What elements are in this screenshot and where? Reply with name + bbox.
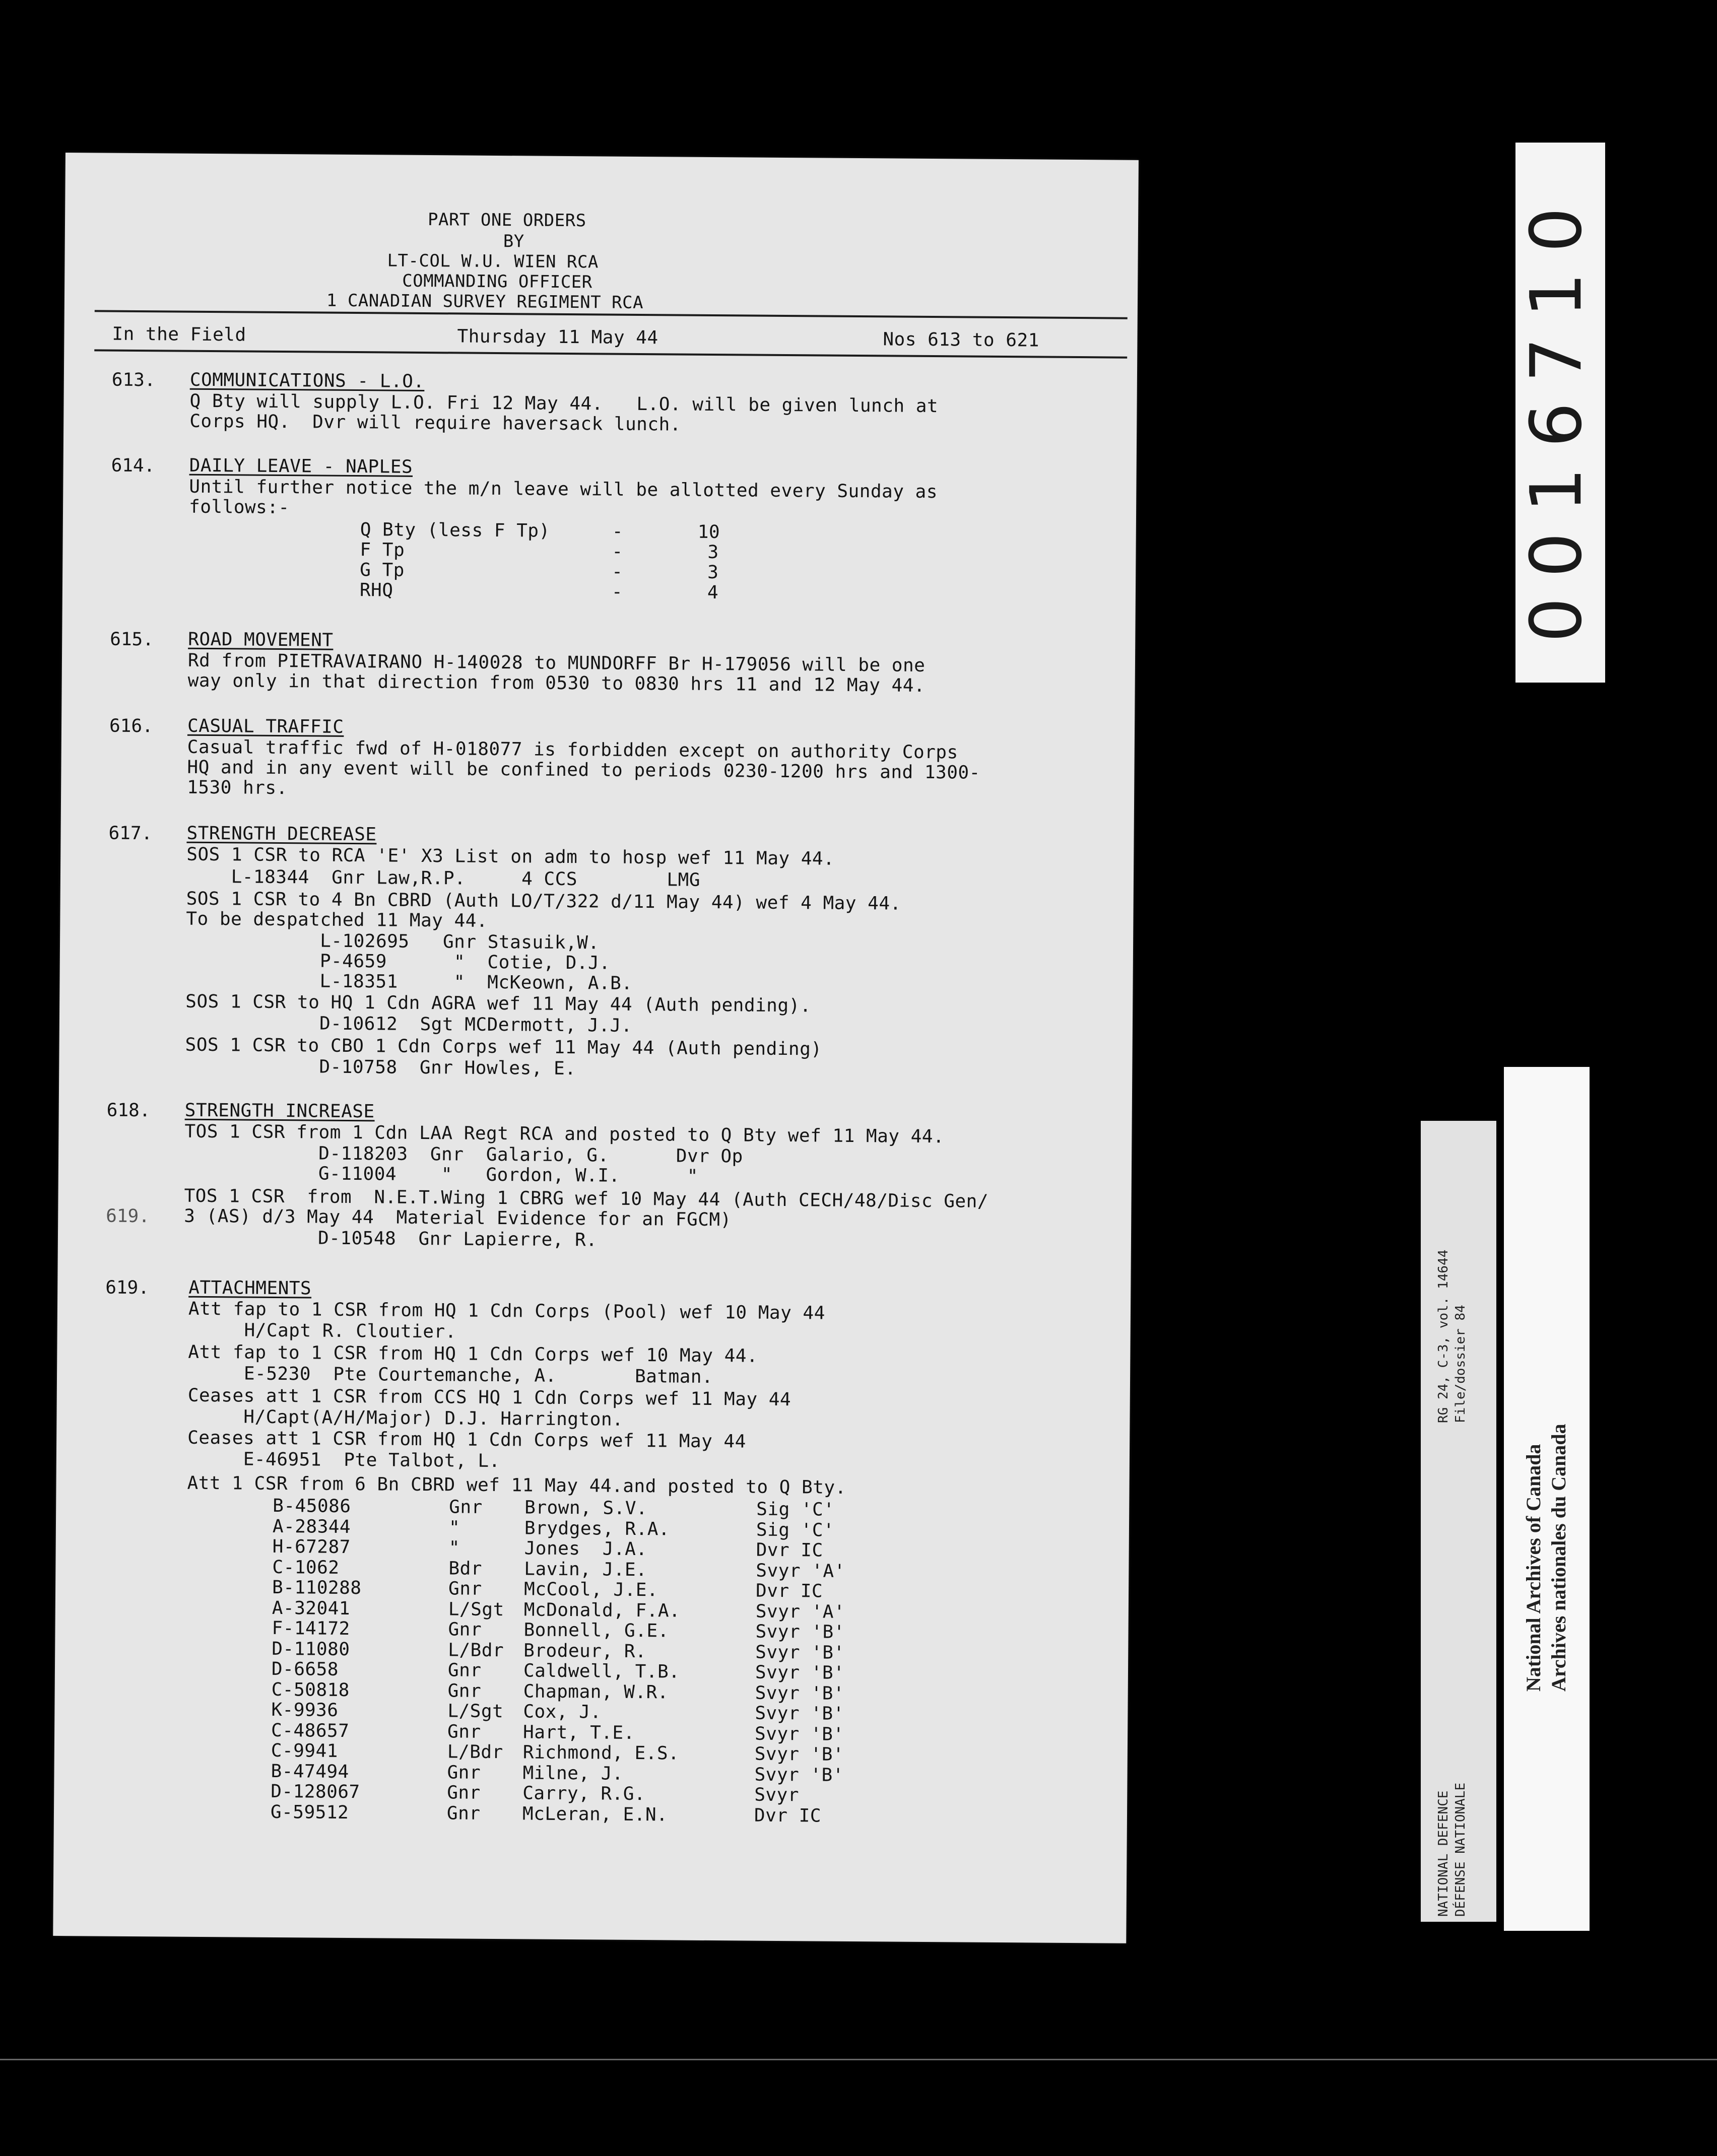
item-number: 613. <box>111 369 156 391</box>
roster-trade: Dvr IC <box>755 1580 823 1602</box>
item-line: Att fap to 1 CSR from HQ 1 Cdn Corps (Pool) wef 10 May 44 <box>188 1298 826 1324</box>
roster-service-number: K-9936 <box>271 1699 339 1721</box>
roster-trade: Svyr 'B' <box>754 1743 844 1765</box>
allotment-dash: - <box>612 561 623 582</box>
header-officer: LT-COL W.U. WIEN RCA <box>387 250 599 273</box>
label-dept-line: DÉFENSE NATIONALE <box>1453 1782 1468 1917</box>
item-line: SOS 1 CSR to HQ 1 Cdn AGRA wef 11 May 44 (Auth pending). <box>185 991 812 1017</box>
item-line: Casual traffic fwd of H-018077 is forbidden except on authority Corps <box>187 736 958 763</box>
item-number: 614. <box>111 455 155 477</box>
allotment-value: 3 <box>707 562 719 583</box>
item-line: L-18344 Gnr Law,R.P. 4 CCS LMG <box>186 866 701 891</box>
roster-service-number: C-9941 <box>271 1740 339 1762</box>
roster-service-number: D-128067 <box>271 1781 360 1803</box>
item-line: P-4659 " Cotie, D.J. <box>185 950 611 974</box>
roster-rank: L/Sgt <box>447 1701 504 1722</box>
roster-soldier-name: Carry, R.G. <box>522 1783 646 1805</box>
roster-service-number: A-32041 <box>272 1597 351 1619</box>
roster-service-number: D-11080 <box>272 1638 350 1660</box>
archives-fr: Archives nationales du Canada <box>1547 1424 1570 1692</box>
archives-label <box>1504 1067 1590 1931</box>
header-role: COMMANDING OFFICER <box>402 271 592 293</box>
roster-soldier-name: Brown, S.V. <box>524 1497 648 1519</box>
header-unit: 1 CANADIAN SURVEY REGIMENT RCA <box>326 290 644 313</box>
roster-service-number: C-48657 <box>271 1720 350 1741</box>
roster-trade: Svyr 'B' <box>755 1621 845 1643</box>
roster-rank: L/Sgt <box>448 1598 504 1620</box>
roster-trade: Svyr 'B' <box>755 1662 845 1683</box>
allotment-unit: Q Bty (less F Tp) <box>360 519 550 542</box>
item-line: Until further notice the m/n leave will be allotted every Sunday as <box>189 476 938 503</box>
item-line: Att 1 CSR from 6 Bn CBRD wef 11 May 44.and posted to Q Bty. <box>187 1472 846 1498</box>
header-nos: Nos 613 to 621 <box>883 329 1040 351</box>
roster-soldier-name: Cox, J. <box>523 1701 602 1723</box>
roster-soldier-name: Chapman, W.R. <box>523 1680 669 1703</box>
roster-rank: " <box>448 1517 460 1538</box>
header-rule-bottom <box>94 349 1127 358</box>
roster-trade: Svyr 'B' <box>755 1642 845 1663</box>
roster-rank: Gnr <box>447 1680 482 1702</box>
item-number: 617. <box>108 823 153 844</box>
roster-rank: L/Bdr <box>447 1741 503 1763</box>
item-line: E-5230 Pte Courtemanche, A. Batman. <box>187 1363 713 1388</box>
roster-rank: Gnr <box>447 1721 481 1742</box>
allotment-unit: RHQ <box>359 580 393 601</box>
label-ref-line: File/dossier 84 <box>1453 1305 1468 1423</box>
scan-edge-line <box>0 2059 1717 2060</box>
roster-rank: Gnr <box>447 1660 482 1681</box>
header-place: In the Field <box>112 323 246 346</box>
allotment-dash: - <box>611 581 623 602</box>
item-line: Rd from PIETRAVAIRANO H-140028 to MUNDORFF Br H-179056 will be one <box>187 650 926 676</box>
margin-number: 619. <box>106 1205 150 1227</box>
allotment-unit: F Tp <box>360 540 405 561</box>
item-line: D-10612 Sgt MCDermott, J.J. <box>185 1012 633 1036</box>
roster-soldier-name: Brydges, R.A. <box>524 1517 670 1539</box>
item-line: SOS 1 CSR to 4 Bn CBRD (Auth LO/T/322 d/11 May 44) wef 4 May 44. <box>186 888 901 914</box>
item-title: CASUAL TRAFFIC <box>187 715 344 737</box>
roster-trade: Svyr 'A' <box>756 1560 845 1582</box>
roster-service-number: B-47494 <box>271 1761 349 1782</box>
roster-rank: Gnr <box>449 1497 483 1518</box>
roster-soldier-name: Hart, T.E. <box>522 1721 635 1743</box>
item-line: Ceases att 1 CSR from HQ 1 Cdn Corps wef 11 May 44 <box>187 1427 747 1452</box>
item-title: ROAD MOVEMENT <box>188 629 334 651</box>
roster-service-number: H-67287 <box>272 1536 351 1558</box>
item-line: G-11004 " Gordon, W.I. " <box>184 1162 698 1187</box>
roster-trade: Sig 'C' <box>756 1499 835 1520</box>
allotment-value: 10 <box>697 521 720 543</box>
roster-service-number: D-6658 <box>271 1658 339 1680</box>
roster-rank: Gnr <box>447 1762 481 1783</box>
order-document <box>53 153 1139 1943</box>
roster-trade: Sig 'C' <box>756 1519 835 1541</box>
roster-soldier-name: Caldwell, T.B. <box>523 1660 680 1682</box>
roster-soldier-name: McLeran, E.N. <box>522 1803 668 1825</box>
roster-rank: Bdr <box>448 1558 483 1579</box>
item-line: To be despatched 11 May 44. <box>186 908 488 931</box>
roster-soldier-name: Brodeur, R. <box>523 1640 647 1662</box>
roster-soldier-name: McDonald, F.A. <box>523 1599 681 1622</box>
item-title: STRENGTH DECREASE <box>186 823 377 845</box>
roster-trade: Svyr 'B' <box>755 1703 844 1724</box>
header-by: BY <box>503 231 524 252</box>
roster-soldier-name: Jones J.A. <box>524 1538 647 1560</box>
item-line: H/Capt R. Cloutier. <box>188 1319 456 1342</box>
roster-rank: Gnr <box>448 1619 482 1640</box>
roster-soldier-name: Milne, J. <box>522 1762 624 1784</box>
roster-service-number: A-28344 <box>272 1516 351 1537</box>
allotment-unit: G Tp <box>360 560 405 581</box>
roster-trade: Svyr 'B' <box>754 1764 844 1786</box>
item-line: TOS 1 CSR from N.E.T.Wing 1 CBRG wef 10 May 44 (Auth CECH/48/Disc Gen/ <box>184 1185 989 1212</box>
roster-service-number: B-45086 <box>273 1495 351 1517</box>
item-line: H/Capt(A/H/Major) D.J. Harrington. <box>187 1406 624 1430</box>
reference-label <box>1421 1121 1496 1922</box>
item-title: DAILY LEAVE - NAPLES <box>189 455 413 478</box>
roster-soldier-name: Richmond, E.S. <box>522 1742 680 1764</box>
item-title: STRENGTH INCREASE <box>184 1100 375 1122</box>
item-line: HQ and in any event will be confined to periods 0230-1200 hrs and 1300- <box>187 757 980 783</box>
roster-trade: Svyr 'B' <box>755 1682 845 1704</box>
item-line: 1530 hrs. <box>187 777 288 799</box>
item-title: ATTACHMENTS <box>188 1277 312 1299</box>
frame-number: 0016710 <box>1515 187 1598 642</box>
item-line: Q Bty will supply L.O. Fri 12 May 44. L.O. will be given lunch at <box>189 390 939 417</box>
item-number: 619. <box>105 1277 150 1299</box>
roster-trade: Dvr IC <box>756 1539 823 1561</box>
item-line: E-46951 Pte Talbot, L. <box>187 1448 500 1472</box>
roster-rank: Gnr <box>446 1802 481 1824</box>
roster-trade: Dvr IC <box>754 1805 822 1827</box>
roster-rank: Gnr <box>447 1782 481 1803</box>
item-line: SOS 1 CSR to CBO 1 Cdn Corps wef 11 May 44 (Auth pending) <box>185 1034 822 1060</box>
item-line: follows:- <box>188 496 290 518</box>
item-number: 615. <box>110 629 154 650</box>
allotment-value: 4 <box>707 582 719 603</box>
item-number: 618. <box>106 1100 151 1121</box>
item-line: way only in that direction from 0530 to 0830 hrs 11 and 12 May 44. <box>187 670 926 696</box>
allotment-dash: - <box>612 541 623 562</box>
item-line: Att fap to 1 CSR from HQ 1 Cdn Corps wef 10 May 44. <box>188 1341 758 1367</box>
roster-soldier-name: McCool, J.E. <box>523 1579 658 1601</box>
roster-rank: L/Bdr <box>448 1639 504 1661</box>
item-line: 3 (AS) d/3 May 44 Material Evidence for an FGCM) <box>184 1205 732 1231</box>
item-line: L-102695 Gnr Stasuik,W. <box>185 929 600 954</box>
header-title: PART ONE ORDERS <box>427 210 586 231</box>
roster-soldier-name: Bonnell, G.E. <box>523 1620 669 1642</box>
item-title: COMMUNICATIONS - L.O. <box>189 369 425 392</box>
roster-service-number: B-110288 <box>272 1577 362 1599</box>
roster-trade: Svyr <box>754 1784 800 1806</box>
item-line: D-118203 Gnr Galario, G. Dvr Op <box>184 1142 743 1167</box>
item-line: TOS 1 CSR from 1 Cdn LAA Regt RCA and posted to Q Bty wef 11 May 44. <box>184 1121 945 1148</box>
roster-service-number: G-59512 <box>270 1801 349 1823</box>
item-line: SOS 1 CSR to RCA 'E' X3 List on adm to hosp wef 11 May 44. <box>186 844 835 869</box>
item-line: L-18351 " McKeown, A.B. <box>185 970 633 994</box>
allotment-dash: - <box>612 521 624 542</box>
roster-soldier-name: Lavin, J.E. <box>524 1558 647 1580</box>
item-line: Ceases att 1 CSR from CCS HQ 1 Cdn Corps wef 11 May 44 <box>187 1385 791 1410</box>
item-line: D-10758 Gnr Howles, E. <box>185 1055 576 1080</box>
item-line: Corps HQ. Dvr will require haversack lunch. <box>189 411 682 435</box>
label-ref-line: RG 24, C-3, vol. 14644 <box>1436 1249 1451 1423</box>
header-date: Thursday 11 May 44 <box>457 326 658 349</box>
roster-trade: Svyr 'B' <box>754 1723 844 1745</box>
archives-en: National Archives of Canada <box>1522 1444 1545 1692</box>
item-number: 616. <box>109 715 153 737</box>
allotment-value: 3 <box>707 542 719 563</box>
roster-service-number: F-14172 <box>272 1618 350 1640</box>
item-line: D-10548 Gnr Lapierre, R. <box>183 1227 598 1251</box>
roster-rank: " <box>448 1537 460 1559</box>
roster-service-number: C-1062 <box>272 1557 340 1578</box>
roster-rank: Gnr <box>448 1578 482 1599</box>
roster-service-number: C-50818 <box>271 1679 350 1701</box>
label-dept-line: NATIONAL DEFENCE <box>1436 1790 1451 1917</box>
roster-trade: Svyr 'A' <box>755 1601 845 1623</box>
